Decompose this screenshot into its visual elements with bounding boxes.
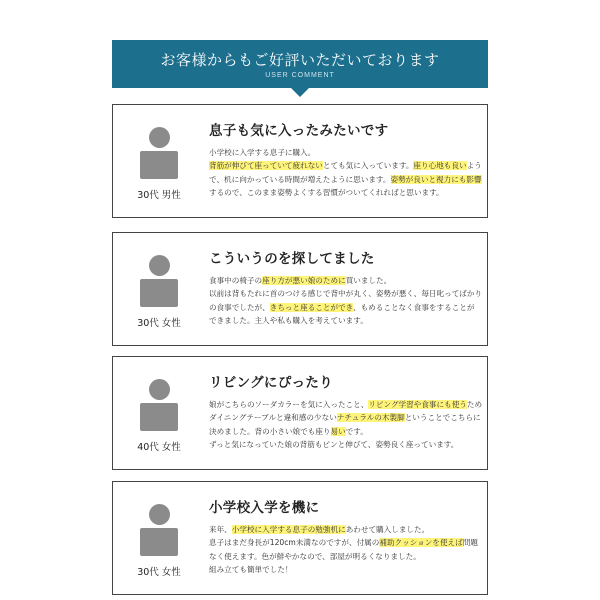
review-text: なく使えます。色が鮮やかなので、部屋が明るくなりました。 [209,551,421,561]
highlighted-text: ナチュラルの木製脚 [336,413,405,423]
review-body [209,274,483,328]
review-text: 娘がこちらのソーダカラーを気に入ったこと、 [209,400,369,409]
user-avatar-icon [140,127,178,183]
review-line [209,563,479,576]
review-line [209,301,479,314]
highlighted-text: 姿勢が良いと視力にも影響 [390,174,482,184]
review-line [209,411,479,424]
highlighted-text: 小学校に入学する息子の勉強机に [231,525,346,534]
review-line [209,425,479,438]
review-card [112,104,488,218]
review-text: 以前は背もたれに首のつける感じで背中が丸く、姿勢が悪く、毎日叱ってばかり [209,289,483,299]
review-line [209,146,479,159]
highlighted-text: 座り心地も良い [413,161,467,171]
review-body [209,523,479,577]
highlighted-text: リビング学習や食事にも使う [368,400,467,409]
section-header-banner [112,40,488,88]
review-line [209,523,479,536]
review-line [209,438,479,451]
reviewer-demographic: 40代 女性 [137,442,181,453]
review-text: ずっと気になっていた娘の背筋もピンと伸びて、姿勢良く座っています。 [209,440,459,450]
review-line [209,398,483,411]
review-line [209,536,479,549]
review-line [209,274,479,287]
review-text: ということでこちらに [404,413,481,423]
user-avatar-icon [140,379,178,435]
review-text: 食事中の椅子の [209,276,263,285]
review-title: 息子も気に入ったみたいです [209,123,389,139]
reviewer-demographic: 30代 女性 [137,567,181,578]
review-text: ダイニングテーブルと違和感の少ない [209,413,337,423]
review-text: 買いました。 [345,276,392,285]
highlighted-text: 背筋が伸びて座っていて疲れない [209,161,323,171]
user-avatar-icon [140,255,178,311]
review-text: の食事でしたが、 [209,302,270,312]
user-avatar-icon [140,504,178,560]
review-line [209,550,479,563]
review-line [209,287,483,300]
review-text: で、机に向かっている時間が増えたように思います。 [209,174,391,184]
review-text: するので、このまま姿勢よくする習慣がついてくれればと思います。 [209,188,444,198]
review-text: 来年、 [209,525,232,534]
review-text: 問題 [462,538,478,548]
review-card [112,232,488,346]
review-text: ため [466,400,483,409]
review-text: 組み立ても簡単でした！ [209,565,293,575]
review-line [209,173,482,186]
highlighted-text: 易い [330,426,346,436]
reviewer-demographic: 30代 男性 [137,190,181,201]
highlighted-text: 座り方が悪い娘のために [262,276,346,285]
review-text: とても気に入っています。 [322,161,414,171]
review-title: こういうのを探してました [209,251,375,267]
review-line [209,186,479,199]
review-text: 息子はまだ身長が120cm未満なのですが、付属の [209,538,380,548]
review-line [209,314,479,327]
review-title: リビングにぴったり [209,375,333,391]
review-text: 決めました。背の小さい娘でも座り [209,426,331,436]
reviewer-demographic: 30代 女性 [137,318,181,329]
review-text: 小学校に入学する息子に購入。 [209,148,316,157]
review-text: 、もめることなく食事をすることが [352,302,475,312]
review-card [112,356,488,470]
review-text: よう [466,161,482,171]
review-card [112,481,488,595]
banner-pointer [291,88,309,97]
review-text: です。 [345,426,368,436]
highlighted-text: 補助クッションを使えば [379,538,463,548]
highlighted-text: きちっと座ることができ [269,302,353,312]
section-title: お客様からもご好評いただいております [160,51,440,69]
review-body [209,146,482,200]
review-text: あわせて購入しました。 [345,525,430,534]
review-text: できました。主人や私も購入を考えています。 [209,316,368,326]
review-title: 小学校入学を機に [209,500,320,516]
section-subtitle: USER COMMENT [265,72,335,79]
review-body [209,398,483,452]
review-line [209,159,482,172]
